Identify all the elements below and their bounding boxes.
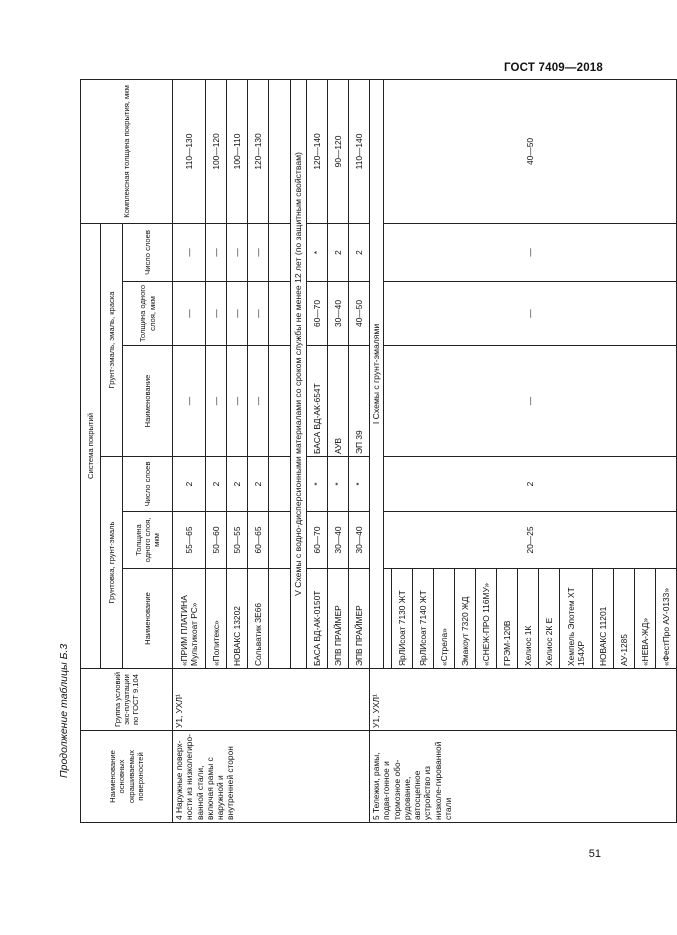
enamel-name: АУВ bbox=[328, 346, 349, 457]
section5-total-thickness: 40—50 bbox=[384, 79, 677, 223]
header-group: Группа условий экс-плуатации по ГОСТ 9.104 bbox=[81, 669, 173, 731]
total-thickness: 110—130 bbox=[173, 79, 206, 223]
total-thickness: 100—120 bbox=[206, 79, 227, 223]
primer-name: ЭПВ ПРАЙМЕР bbox=[328, 569, 349, 669]
header-enamel: Грунт-эмаль, эмаль, краска bbox=[101, 223, 123, 456]
enamel-thickness: — bbox=[227, 282, 248, 346]
section5-primer-name: НОВАКС 11201 bbox=[593, 569, 614, 669]
enamel-layers: 2 bbox=[328, 223, 349, 281]
header-primer-layers: Число слоев bbox=[123, 457, 173, 512]
section5-primer-name: ЯрЛИсоат 7140 ЖТ bbox=[413, 569, 434, 669]
section4-group: У1, УХЛ¹ bbox=[173, 669, 370, 731]
section5-primer-name: ЯрЛИсоат 7130 ЖТ bbox=[392, 569, 413, 669]
coating-systems-table bbox=[80, 79, 677, 823]
primer-layers: * bbox=[349, 457, 370, 512]
header-primer-thickness: Толщина одного слоя, мкм bbox=[123, 512, 173, 569]
section5-primer-name: АУ-1285 bbox=[614, 569, 635, 669]
section5-primer-name: «СНЕЖ-ПРО 116МУ» bbox=[476, 569, 497, 669]
header-system: Система покрытий bbox=[81, 223, 101, 668]
enamel-thickness: — bbox=[173, 282, 206, 346]
primer-layers: 2 bbox=[173, 457, 206, 512]
enamel-layers: * bbox=[307, 223, 328, 281]
header-surface: Наименование основных окрашиваемых поверхностей bbox=[81, 731, 173, 823]
primer-thickness: 50—55 bbox=[227, 512, 248, 569]
section5-primer-name: «ФестПро АУ-0133» bbox=[656, 569, 677, 669]
enamel-thickness: 60—70 bbox=[307, 282, 328, 346]
section5-enamel-name: — bbox=[384, 346, 677, 457]
section4-surface: 4 Наружные поверх-ности из низколегиро-ванной стали, включая рамы с наружной и внутренней сторон bbox=[173, 731, 370, 823]
section5-enamel-thickness: — bbox=[384, 282, 677, 346]
section5-surface: 5 Тележки, рамы, подва-гонное и тормозное обо-рудование, автосцепное устройство из низколе-гированной стали bbox=[370, 731, 677, 823]
section5-primer-thickness: 20—25 bbox=[384, 512, 677, 569]
primer-name: БАСА ВД-АК-0150Т bbox=[307, 569, 328, 669]
enamel-name: — bbox=[227, 346, 248, 457]
rotated-table-container bbox=[80, 80, 671, 823]
header-enamel-name: Наименование bbox=[123, 346, 173, 457]
section5-primer-name: Эмакоут 7320 ЖД bbox=[455, 569, 476, 669]
table-caption: Продолжение таблицы Б.3 bbox=[58, 643, 70, 778]
primer-name: Сольватик ЗЕ66 bbox=[248, 569, 269, 669]
enamel-layers: — bbox=[227, 223, 248, 281]
header-primer-name: Наименование bbox=[123, 569, 173, 669]
primer-name: ЭПВ ПРАЙМЕР bbox=[349, 569, 370, 669]
section-v-heading: V Схемы с водно-дисперсионными материалами со сроком службы не менее 12 лет (по защитным свойствам) bbox=[291, 79, 307, 668]
total-thickness: 90—120 bbox=[328, 79, 349, 223]
primer-layers: * bbox=[307, 457, 328, 512]
enamel-name: — bbox=[248, 346, 269, 457]
enamel-name: — bbox=[173, 346, 206, 457]
section5-primer-name: Хемпель Эпотем ХТ 154ХР bbox=[560, 569, 593, 669]
section5-group: У1, УХЛ¹ bbox=[370, 669, 677, 731]
enamel-thickness: 40—50 bbox=[349, 282, 370, 346]
header-total: Комплексная толщина покрытия, мкм bbox=[81, 79, 173, 223]
section5-primer-name: «НЕВА-ЖД» bbox=[635, 569, 656, 669]
total-thickness: 120—130 bbox=[248, 79, 269, 223]
enamel-name: БАСА ВД-АК-654Т bbox=[307, 346, 328, 457]
total-thickness: 120—140 bbox=[307, 79, 328, 223]
table-row bbox=[173, 79, 206, 822]
primer-layers: 2 bbox=[206, 457, 227, 512]
primer-thickness: 50—60 bbox=[206, 512, 227, 569]
enamel-thickness: 30—40 bbox=[328, 282, 349, 346]
standard-header: ГОСТ 7409—2018 bbox=[503, 62, 603, 74]
primer-thickness: 30—40 bbox=[328, 512, 349, 569]
enamel-layers: — bbox=[173, 223, 206, 281]
total-thickness: 100—110 bbox=[227, 79, 248, 223]
primer-name: НОВАКС 13202 bbox=[227, 569, 248, 669]
primer-layers: 2 bbox=[227, 457, 248, 512]
primer-layers: * bbox=[328, 457, 349, 512]
primer-name: «ПРИМ ПЛАТИНА Мультикоат РС» bbox=[173, 569, 206, 669]
primer-layers: 2 bbox=[248, 457, 269, 512]
primer-thickness: 55—65 bbox=[173, 512, 206, 569]
enamel-layers: — bbox=[206, 223, 227, 281]
header-enamel-thickness: Толщина одного слоя, мкм bbox=[123, 282, 173, 346]
enamel-thickness: — bbox=[248, 282, 269, 346]
section5-primer-name: Хелиос 2К Е bbox=[539, 569, 560, 669]
total-thickness: 110—140 bbox=[349, 79, 370, 223]
primer-thickness: 60—70 bbox=[307, 512, 328, 569]
page-number: 51 bbox=[588, 848, 601, 860]
section-i-heading: I Схемы с грунт-эмалями bbox=[370, 79, 384, 668]
section5-primer-layers: 2 bbox=[384, 457, 677, 512]
header-enamel-layers: Число слоев bbox=[123, 223, 173, 281]
enamel-name: — bbox=[206, 346, 227, 457]
section5-primer-name: ГРЭМ-120В bbox=[497, 569, 518, 669]
enamel-name: ЭП 39 bbox=[349, 346, 370, 457]
enamel-layers: 2 bbox=[349, 223, 370, 281]
enamel-thickness: — bbox=[206, 282, 227, 346]
section5-primer-name: «Стрела» bbox=[434, 569, 455, 669]
primer-thickness: 30—40 bbox=[349, 512, 370, 569]
primer-name: «Политекс» bbox=[206, 569, 227, 669]
section5-enamel-layers: — bbox=[384, 223, 677, 281]
section5-primer-name: Хелиос 1К bbox=[518, 569, 539, 669]
header-primer: Грунтовка, грунт-эмаль bbox=[101, 457, 123, 669]
enamel-layers: — bbox=[248, 223, 269, 281]
primer-thickness: 60—65 bbox=[248, 512, 269, 569]
